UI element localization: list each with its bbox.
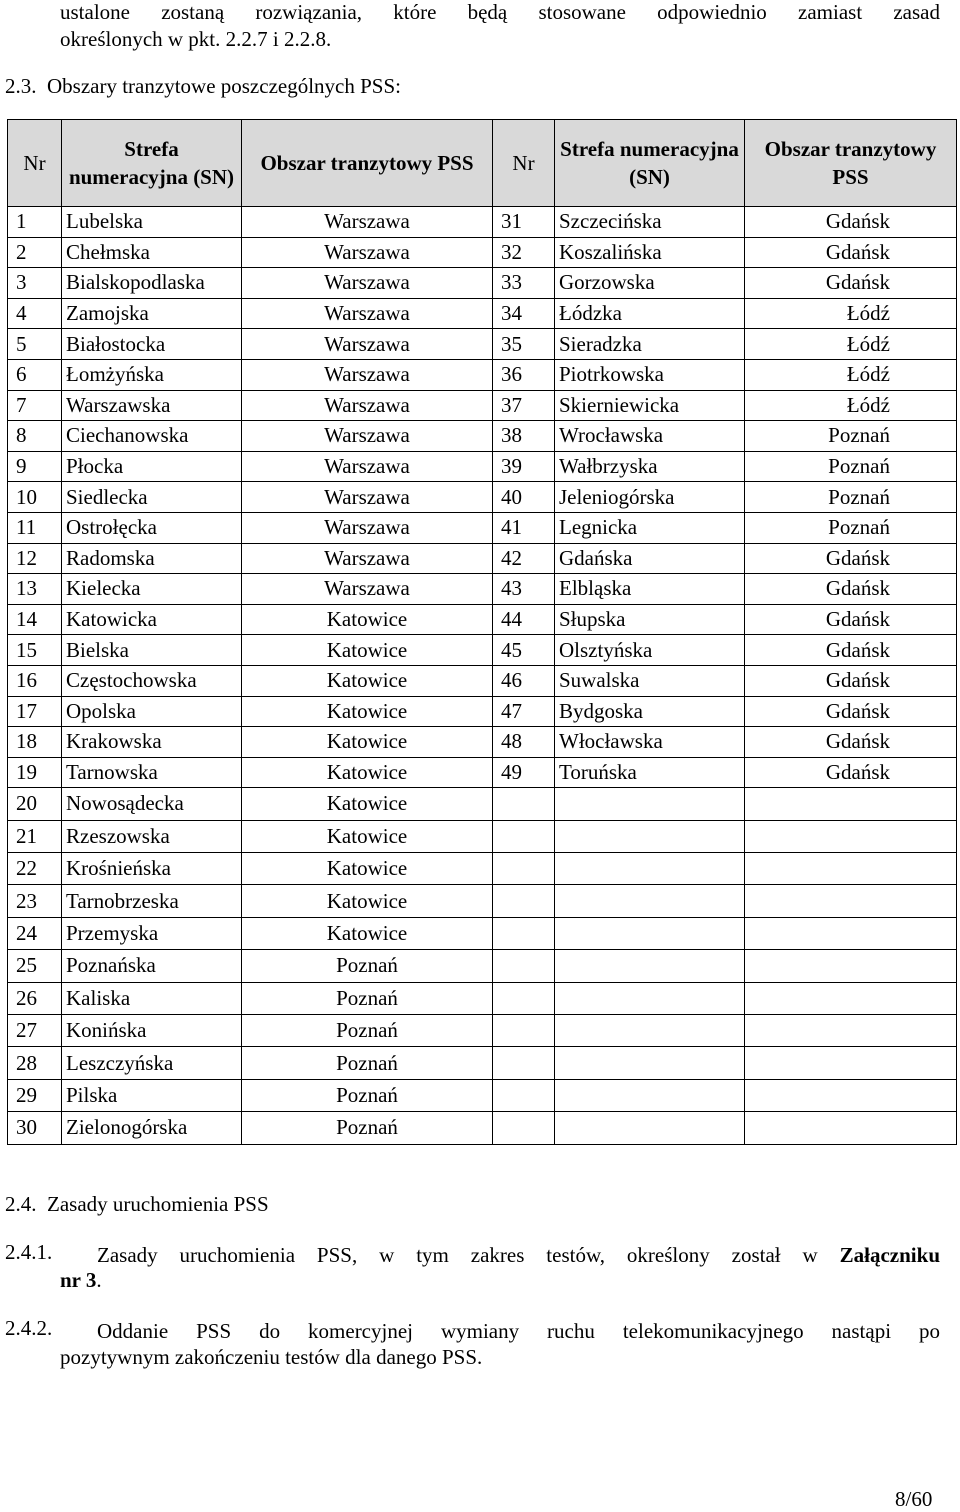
empty-cell (555, 1079, 745, 1111)
empty-cell (555, 788, 745, 820)
row-zone: Gdańska (555, 543, 745, 574)
row-zone: Białostocka (62, 329, 242, 360)
header-pss: Obszar tranzytowy PSS (745, 120, 957, 207)
row-nr: 14 (8, 604, 62, 635)
table-row (8, 1047, 957, 1079)
row-nr: 26 (8, 982, 62, 1014)
empty-cell (745, 982, 957, 1014)
row-pss: Gdańsk (745, 635, 957, 666)
row-pss: Warszawa (242, 359, 493, 390)
row-zone: Konińska (62, 1015, 242, 1047)
table-row (8, 574, 957, 605)
row-zone: Poznańska (62, 950, 242, 982)
row-nr: 20 (8, 788, 62, 820)
empty-cell (555, 982, 745, 1014)
table-row (8, 635, 957, 666)
row-nr: 15 (8, 635, 62, 666)
table-row (8, 543, 957, 574)
row-zone: Przemyska (62, 917, 242, 949)
empty-cell (555, 853, 745, 885)
empty-cell (555, 1047, 745, 1079)
paragraph-tail: . (96, 1268, 102, 1292)
row-zone: Nowosądecka (62, 788, 242, 820)
row-zone: Elbląska (555, 574, 745, 605)
row-pss: Gdańsk (745, 268, 957, 299)
paragraph-number: 2.4.1. (5, 1240, 53, 1264)
row-nr: 10 (8, 482, 62, 513)
table-row (8, 917, 957, 949)
table-header-row (8, 120, 957, 207)
table-row (8, 696, 957, 727)
table-row (8, 451, 957, 482)
row-pss: Gdańsk (745, 237, 957, 268)
row-pss: Poznań (242, 1015, 493, 1047)
row-nr: 43 (493, 574, 555, 605)
row-nr: 41 (493, 512, 555, 543)
row-nr: 6 (8, 359, 62, 390)
row-nr: 21 (8, 820, 62, 852)
row-nr: 31 (493, 207, 555, 238)
row-pss: Poznań (242, 950, 493, 982)
row-zone: Warszawska (62, 390, 242, 421)
row-zone: Piotrkowska (555, 359, 745, 390)
table-row (8, 1079, 957, 1111)
row-zone: Wrocławska (555, 421, 745, 452)
empty-cell (493, 1112, 555, 1144)
table-row (8, 237, 957, 268)
row-nr: 37 (493, 390, 555, 421)
row-pss: Łódź (745, 329, 957, 360)
table-row (8, 820, 957, 852)
page-number: 8/60 (895, 1487, 933, 1511)
row-nr: 8 (8, 421, 62, 452)
row-zone: Szczecińska (555, 207, 745, 238)
row-zone: Kielecka (62, 574, 242, 605)
row-pss: Łódź (745, 390, 957, 421)
empty-cell (745, 917, 957, 949)
row-zone: Chełmska (62, 237, 242, 268)
row-nr: 3 (8, 268, 62, 299)
row-zone: Kaliska (62, 982, 242, 1014)
empty-cell (555, 885, 745, 917)
row-pss: Katowice (242, 917, 493, 949)
empty-cell (745, 1079, 957, 1111)
row-zone: Bydgoska (555, 696, 745, 727)
row-pss: Gdańsk (745, 696, 957, 727)
row-zone: Legnicka (555, 512, 745, 543)
header-nr: Nr (8, 120, 62, 207)
row-pss: Poznań (745, 482, 957, 513)
row-pss: Warszawa (242, 512, 493, 543)
row-pss: Warszawa (242, 421, 493, 452)
table-row (8, 329, 957, 360)
table-row (8, 298, 957, 329)
row-nr: 29 (8, 1079, 62, 1111)
row-nr: 4 (8, 298, 62, 329)
row-pss: Gdańsk (745, 207, 957, 238)
row-pss: Katowice (242, 696, 493, 727)
row-zone: Opolska (62, 696, 242, 727)
row-zone: Toruńska (555, 757, 745, 788)
row-nr: 23 (8, 885, 62, 917)
empty-cell (745, 1015, 957, 1047)
row-pss: Warszawa (242, 237, 493, 268)
empty-cell (493, 1015, 555, 1047)
row-pss: Katowice (242, 635, 493, 666)
row-pss: Poznań (242, 1112, 493, 1144)
row-nr: 19 (8, 757, 62, 788)
section-title: Zasady uruchomienia PSS (47, 1192, 269, 1216)
paragraph-text: Oddanie PSS do komercyjnej wymiany ruchu telekomunikacyjnego nastąpi po (97, 1319, 940, 1343)
row-nr: 22 (8, 853, 62, 885)
row-pss: Katowice (242, 788, 493, 820)
row-nr: 47 (493, 696, 555, 727)
row-pss: Gdańsk (745, 604, 957, 635)
row-nr: 38 (493, 421, 555, 452)
row-zone: Katowicka (62, 604, 242, 635)
table-row (8, 268, 957, 299)
row-nr: 2 (8, 237, 62, 268)
row-nr: 45 (493, 635, 555, 666)
row-nr: 5 (8, 329, 62, 360)
table-row (8, 727, 957, 758)
table-row (8, 665, 957, 696)
row-nr: 39 (493, 451, 555, 482)
row-zone: Tarnowska (62, 757, 242, 788)
row-nr: 13 (8, 574, 62, 605)
row-nr: 48 (493, 727, 555, 758)
paragraph-text-continued: pozytywnym zakończeniu testów dla danego PSS. (60, 1345, 483, 1369)
row-zone: Tarnobrzeska (62, 885, 242, 917)
row-pss: Warszawa (242, 329, 493, 360)
row-pss: Łódź (745, 359, 957, 390)
section-number: 2.4. (5, 1192, 37, 1216)
section-number: 2.3. (5, 74, 37, 98)
empty-cell (555, 820, 745, 852)
row-pss: Poznań (745, 512, 957, 543)
row-zone: Skierniewicka (555, 390, 745, 421)
row-nr: 44 (493, 604, 555, 635)
intro-line-1: ustalone zostaną rozwiązania, które będą stosowane odpowiednio zamiast zasad (60, 0, 940, 24)
paragraph-text-continued (60, 1268, 102, 1293)
header-zone: Strefa numeracyjna (SN) (62, 120, 242, 207)
row-nr: 32 (493, 237, 555, 268)
row-pss: Gdańsk (745, 727, 957, 758)
row-pss: Poznań (745, 421, 957, 452)
empty-cell (555, 1112, 745, 1144)
table-row (8, 604, 957, 635)
row-pss: Katowice (242, 757, 493, 788)
row-pss: Gdańsk (745, 757, 957, 788)
empty-cell (745, 788, 957, 820)
row-zone: Płocka (62, 451, 242, 482)
paragraph-text-line: Zasady uruchomienia PSS, w tym zakres testów, określony został w (97, 1243, 840, 1267)
header-zone: Strefa numeracyjna (SN) (555, 120, 745, 207)
row-zone: Łódzka (555, 298, 745, 329)
row-zone: Olsztyńska (555, 635, 745, 666)
row-pss: Warszawa (242, 298, 493, 329)
row-nr: 9 (8, 451, 62, 482)
table-row (8, 421, 957, 452)
row-pss: Poznań (242, 982, 493, 1014)
row-nr: 42 (493, 543, 555, 574)
row-pss: Katowice (242, 853, 493, 885)
header-nr: Nr (493, 120, 555, 207)
empty-cell (745, 1112, 957, 1144)
row-nr: 12 (8, 543, 62, 574)
annex-number: nr 3 (60, 1268, 97, 1292)
row-pss: Katowice (242, 885, 493, 917)
table-row (8, 1015, 957, 1047)
row-zone: Zamojska (62, 298, 242, 329)
row-nr: 34 (493, 298, 555, 329)
annex-reference: Załączniku (839, 1243, 940, 1267)
row-zone: Łomżyńska (62, 359, 242, 390)
row-nr: 28 (8, 1047, 62, 1079)
row-pss: Warszawa (242, 543, 493, 574)
empty-cell (493, 853, 555, 885)
table-row (8, 788, 957, 820)
row-nr: 7 (8, 390, 62, 421)
row-pss: Warszawa (242, 207, 493, 238)
empty-cell (493, 1047, 555, 1079)
row-zone: Suwalska (555, 665, 745, 696)
table-row (8, 885, 957, 917)
row-zone: Krakowska (62, 727, 242, 758)
row-pss: Katowice (242, 820, 493, 852)
row-zone: Pilska (62, 1079, 242, 1111)
empty-cell (555, 917, 745, 949)
row-zone: Rzeszowska (62, 820, 242, 852)
section-title: Obszary tranzytowe poszczególnych PSS: (47, 74, 401, 98)
empty-cell (493, 917, 555, 949)
row-zone: Leszczyńska (62, 1047, 242, 1079)
row-pss: Warszawa (242, 482, 493, 513)
table-row (8, 950, 957, 982)
row-zone: Ciechanowska (62, 421, 242, 452)
table-row (8, 359, 957, 390)
row-zone: Wałbrzyska (555, 451, 745, 482)
row-zone: Radomska (62, 543, 242, 574)
row-zone: Włocławska (555, 727, 745, 758)
paragraph-text (60, 1240, 940, 1270)
row-zone: Zielonogórska (62, 1112, 242, 1144)
empty-cell (745, 853, 957, 885)
table-row (8, 1112, 957, 1144)
row-zone: Ostrołęcka (62, 512, 242, 543)
intro-line-2: określonych w pkt. 2.2.7 i 2.2.8. (60, 27, 332, 51)
row-pss: Warszawa (242, 451, 493, 482)
table-row (8, 757, 957, 788)
row-pss: Katowice (242, 604, 493, 635)
row-zone: Bielska (62, 635, 242, 666)
row-nr: 17 (8, 696, 62, 727)
row-zone: Lubelska (62, 207, 242, 238)
row-pss: Katowice (242, 665, 493, 696)
row-zone: Jeleniogórska (555, 482, 745, 513)
row-zone: Sieradzka (555, 329, 745, 360)
row-nr: 30 (8, 1112, 62, 1144)
row-nr: 27 (8, 1015, 62, 1047)
row-zone: Słupska (555, 604, 745, 635)
row-nr: 24 (8, 917, 62, 949)
row-pss: Warszawa (242, 574, 493, 605)
row-zone: Krośnieńska (62, 853, 242, 885)
empty-cell (493, 982, 555, 1014)
row-nr: 25 (8, 950, 62, 982)
row-nr: 18 (8, 727, 62, 758)
paragraph-number: 2.4.2. (5, 1316, 53, 1340)
table-row (8, 390, 957, 421)
empty-cell (745, 950, 957, 982)
empty-cell (493, 820, 555, 852)
empty-cell (745, 885, 957, 917)
row-pss: Łódź (745, 298, 957, 329)
row-nr: 46 (493, 665, 555, 696)
row-nr: 35 (493, 329, 555, 360)
row-pss: Gdańsk (745, 665, 957, 696)
row-nr: 36 (493, 359, 555, 390)
empty-cell (493, 885, 555, 917)
header-pss: Obszar tranzytowy PSS (242, 120, 493, 207)
row-pss: Warszawa (242, 268, 493, 299)
row-pss: Poznań (242, 1079, 493, 1111)
empty-cell (745, 1047, 957, 1079)
row-nr: 33 (493, 268, 555, 299)
empty-cell (493, 788, 555, 820)
empty-cell (745, 820, 957, 852)
row-nr: 49 (493, 757, 555, 788)
row-pss: Gdańsk (745, 574, 957, 605)
row-pss: Gdańsk (745, 543, 957, 574)
empty-cell (555, 1015, 745, 1047)
row-nr: 16 (8, 665, 62, 696)
table-row (8, 512, 957, 543)
row-nr: 11 (8, 512, 62, 543)
table-row (8, 482, 957, 513)
transit-areas-table (7, 119, 957, 1145)
row-pss: Katowice (242, 727, 493, 758)
row-zone: Koszalińska (555, 237, 745, 268)
table-row (8, 853, 957, 885)
row-zone: Częstochowska (62, 665, 242, 696)
table-row (8, 207, 957, 238)
table-row (8, 982, 957, 1014)
row-zone: Siedlecka (62, 482, 242, 513)
empty-cell (555, 950, 745, 982)
row-nr: 1 (8, 207, 62, 238)
row-zone: Bialskopodlaska (62, 268, 242, 299)
row-zone: Gorzowska (555, 268, 745, 299)
row-pss: Poznań (242, 1047, 493, 1079)
row-pss: Warszawa (242, 390, 493, 421)
empty-cell (493, 1079, 555, 1111)
row-pss: Poznań (745, 451, 957, 482)
row-nr: 40 (493, 482, 555, 513)
empty-cell (493, 950, 555, 982)
